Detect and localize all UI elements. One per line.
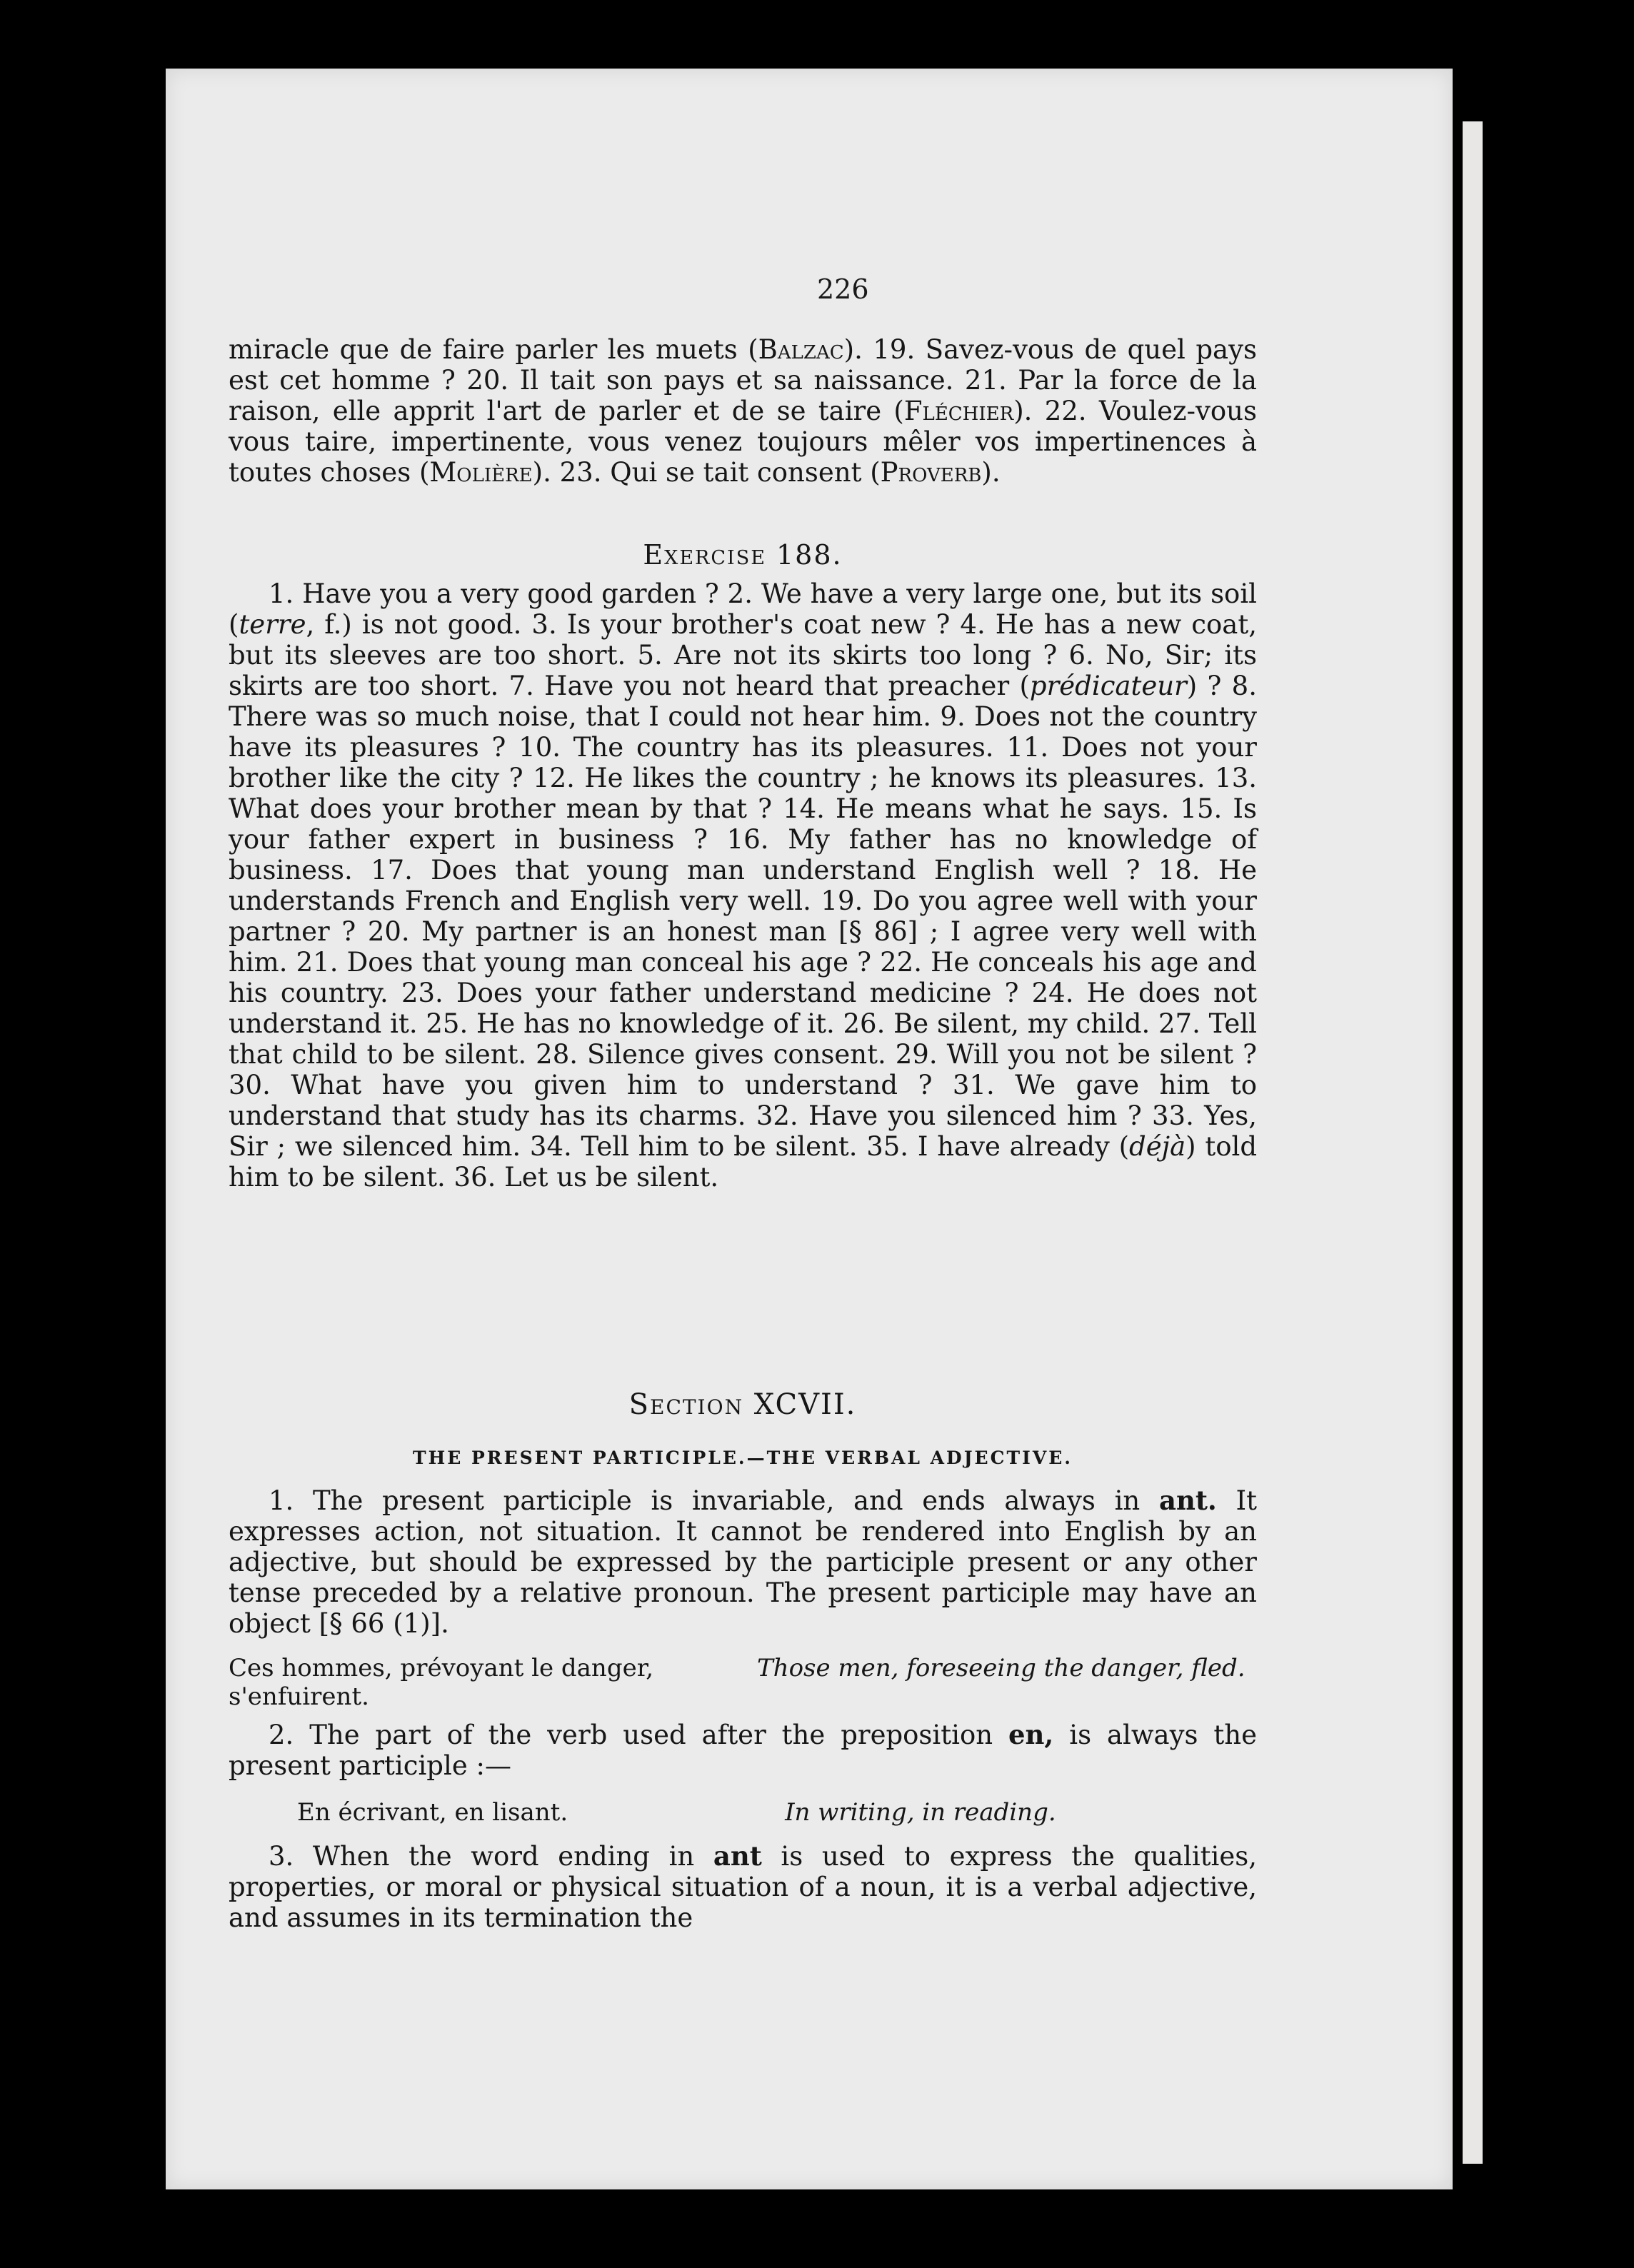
example-2-french: En écrivant, en lisant. — [297, 1798, 568, 1827]
author-moliere: Molière — [429, 457, 533, 488]
french-sentences-paragraph: miracle que de faire parler les muets (Balzac). 19. Savez-vous de quel pays est cet homme ? 20. Il tait son pays et sa naissance. 21. Par la force de la raison, elle apprit l'art de parler et de se taire (Fléchier). 22. Voulez-vous vous taire, impertinente, vous venez toujours mêler vos impertinences à toutes choses (Molière). 23. Qui se tait consent (Proverb). — [229, 334, 1257, 488]
example-2 — [229, 1798, 1257, 1827]
page-number: 226 — [817, 274, 869, 305]
rule-3-paragraph: 3. When the word ending in ant is used to express the qualities, properties, or moral or physical situation of a noun, it is a verbal adjective, and assumes in its termination the — [229, 1840, 1258, 1933]
author-flechier: Fléchier — [903, 396, 1014, 426]
example-2-english: In writing, in reading. — [785, 1798, 1056, 1827]
section-heading: Section XCVII. — [628, 1388, 857, 1421]
rule-2-paragraph: 2. The part of the verb used after the preposition en, is always the present participle :— — [229, 1719, 1257, 1781]
source-proverb: Proverb — [880, 457, 982, 488]
exercise-heading: Exercise 188. — [643, 539, 843, 571]
section-subheading: THE PRESENT PARTICIPLE.—THE VERBAL ADJECTIVE. — [413, 1447, 1073, 1468]
next-page-edge — [1463, 121, 1483, 2164]
exercise-paragraph: 1. Have you a very good garden ? 2. We have a very large one, but its soil (terre, f.) is not good. 3. Is your brother's coat new ? 4. He has a new coat, but its sleeves are too short. 5. Are not its skirts too long ? 6. No, Sir; its skirts are too short. 7. Have you not heard that preacher (prédicateur) ? 8. There was so much noise, that I could not hear him. 9. Does not the country have its pleasures ? 10. The country has its pleasures. 11. Does not your brother like the city ? 12. He likes the country ; he knows its pleasures. 13. What does your brother mean by that ? 14. He means what he says. 15. Is your father expert in business ? 16. My father has no knowledge of business. 17. Does that young man understand English well ? 18. He understands French and English very well. 19. Do you agree well with your partner ? 20. My partner is an honest man [§ 86] ; I agree very well with him. 21. Does that young man conceal his age ? 22. He conceals his age and his country. 23. Does your father understand medicine ? 24. He does not understand it. 25. He has no knowledge of it. 26. Be silent, my child. 27. Tell that child to be silent. 28. Silence gives consent. 29. Will you not be silent ? 30. What have you given him to understand ? 31. We gave him to understand that study has its charms. 32. Have you silenced him ? 33. Yes, Sir ; we silenced him. 34. Tell him to be silent. 35. I have already (déjà) told him to be silent. 36. Let us be silent. — [229, 578, 1258, 1193]
example-1-english: Those men, foreseeing the danger, fled. — [757, 1654, 1245, 1682]
rule-1-paragraph: 1. The present participle is invariable, and ends always in ant. It expresses action, not situation. It cannot be rendered into English by an adjective, but should be expressed by the participle present or any other tense preceded by a relative pronoun. The present participle may have an object [§ 66 (1)]. — [229, 1485, 1258, 1639]
example-1 — [229, 1654, 1257, 1711]
author-balzac: Balzac — [758, 334, 844, 365]
example-1-french: Ces hommes, prévoyant le danger, s'enfuirent. — [229, 1654, 654, 1711]
